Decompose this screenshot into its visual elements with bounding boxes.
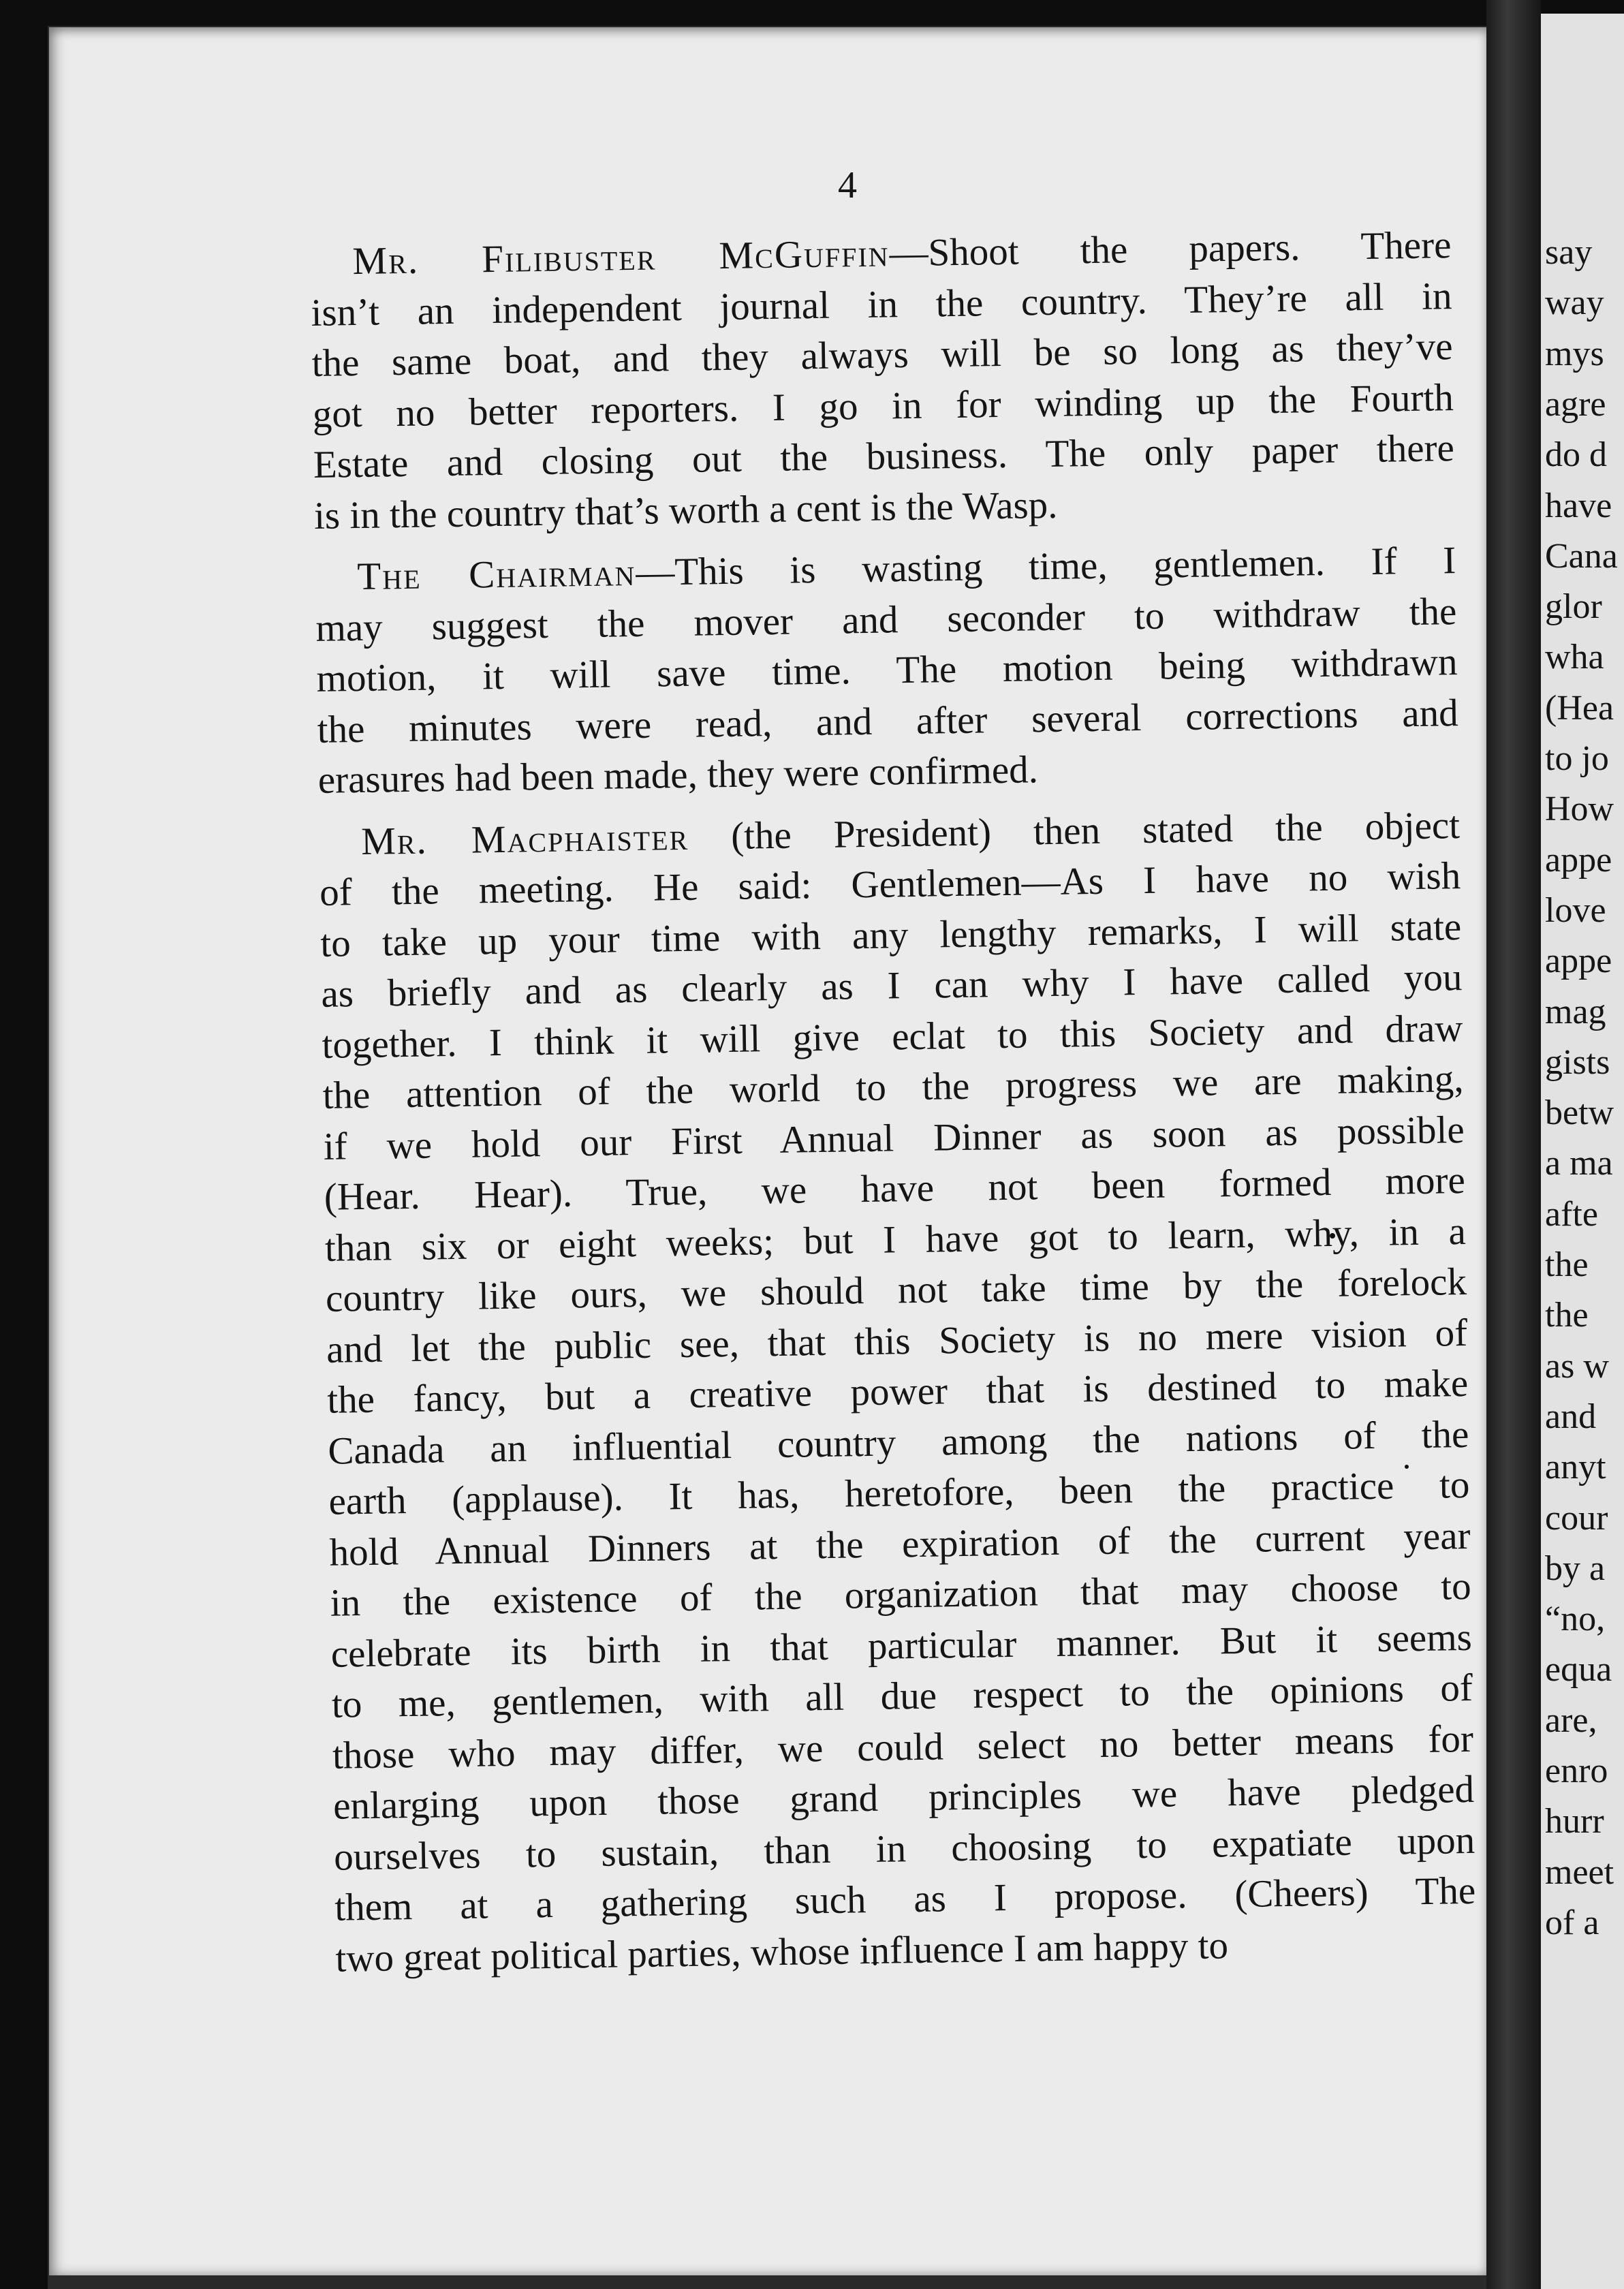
body-text [310, 220, 1477, 1995]
text-line: as briefly and as clearly as I can why I have called you [321, 956, 1463, 1016]
text-line: to me, gentlemen, with all due respect to the opinions of [331, 1666, 1473, 1726]
scan-border-top [0, 0, 1624, 26]
facing-page-line: betw [1545, 1093, 1614, 1133]
facing-page-line: appe [1545, 840, 1612, 879]
text-line: the attention of the world to the progress we are making, [322, 1057, 1464, 1117]
text-line: together. I think it will give eclat to this Society and draw [322, 1006, 1463, 1067]
facing-page-line: “no, [1545, 1600, 1606, 1639]
text-line: enlarging upon those grand principles we have pledged [332, 1767, 1475, 1828]
facing-page-line: mag [1545, 992, 1606, 1031]
facing-page-line: way [1545, 283, 1604, 323]
facing-page-line: appe [1545, 941, 1612, 981]
text-line: the minutes were read, and after several corrections and [317, 691, 1459, 751]
text-line: hold Annual Dinners at the expiration of the current year [329, 1514, 1471, 1574]
text-line: Estate and closing out the business. The only paper there [313, 426, 1455, 486]
text-line: than six or eight weeks; but I have got to learn, why, in a [324, 1209, 1467, 1270]
paragraph-mcguffin [310, 220, 1455, 542]
text-line: is in the country that’s worth a cent is the Wasp. [313, 483, 1058, 538]
facing-page-line: glor [1545, 587, 1602, 627]
text-line: earth (applause). It has, heretofore, been the practice to [328, 1463, 1470, 1523]
text-line: The Chairman—This is wasting time, gentlemen. If I [356, 539, 1456, 599]
text-line: erasures had been made, they were confirmed. [317, 748, 1039, 802]
book-gutter [1486, 0, 1541, 2289]
text-line: country like ours, we should not take time by the forelock [325, 1260, 1467, 1320]
facing-page-line: (Hea [1545, 688, 1614, 728]
text-line: them at a gathering such as I propose. (Cheers) The [334, 1869, 1476, 1929]
facing-page-line: enro [1545, 1751, 1608, 1790]
text-line: Mr. Filibuster McGuffin—Shoot the papers. There [352, 223, 1452, 283]
facing-page-line: and [1545, 1397, 1597, 1436]
text-line: Mr. Macphaister (the President) then stated the object [360, 803, 1461, 863]
facing-page-line: equa [1545, 1650, 1612, 1690]
facing-page-line: have [1545, 486, 1612, 525]
text-line: motion, it will save time. The motion being withdrawn [316, 640, 1458, 700]
facing-page-line: are, [1545, 1700, 1597, 1740]
text-line: and let the public see, that this Society is no mere vision of [326, 1311, 1468, 1371]
facing-page-line: cour [1545, 1498, 1608, 1538]
text-line: to take up your time with any lengthy remarks, I will state [319, 905, 1462, 965]
facing-page-line: to jo [1545, 739, 1609, 778]
text-line: ourselves to sustain, than in choosing to expatiate upon [333, 1818, 1475, 1879]
text-line: celebrate its birth in that particular manner. But it seems [330, 1615, 1473, 1676]
facing-page-line: wha [1545, 638, 1604, 677]
facing-page-line: Cana [1545, 536, 1618, 576]
paragraph-chairman [315, 535, 1459, 806]
facing-page-line: meet [1545, 1852, 1614, 1892]
facing-page-edge [1541, 14, 1624, 2289]
facing-page-line: say [1545, 233, 1593, 272]
facing-page-line: do d [1545, 435, 1607, 475]
speaker-name: Mr. Macphaister [360, 815, 689, 863]
speaker-name: The Chairman [356, 550, 636, 599]
facing-page-line: How [1545, 790, 1614, 829]
text-line: the same boat, and they always will be so long as they’ve [311, 325, 1454, 385]
facing-page-line: the [1545, 1245, 1589, 1284]
facing-page-line: agre [1545, 384, 1606, 424]
text-line: those who may differ, we could select no better means for [332, 1717, 1474, 1777]
facing-page-line: anyt [1545, 1448, 1606, 1487]
paragraph-macphaister [319, 800, 1477, 1984]
facing-page-line: gists [1545, 1042, 1610, 1082]
page-number: 4 [838, 164, 857, 206]
facing-page-line: a ma [1545, 1144, 1613, 1183]
text-line: if we hold our First Annual Dinner as soon as possible [323, 1108, 1465, 1168]
facing-page-line: of a [1545, 1903, 1599, 1942]
text-line: two great political parties, whose influence I am happy to [335, 1923, 1229, 1980]
text-line: got no better reporters. I go in for winding up the Fourth [312, 375, 1454, 436]
text-line: Canada an influential country among the nations of the [327, 1412, 1469, 1473]
speaker-name: Mr. Filibuster McGuffin [352, 232, 890, 283]
facing-page-line: hurr [1545, 1802, 1604, 1841]
facing-page-line: mys [1545, 334, 1604, 373]
facing-page-line: love [1545, 890, 1606, 930]
facing-page-line: afte [1545, 1194, 1598, 1234]
scan-border-left [0, 0, 48, 2289]
text-line: in the existence of the organization that may choose to [330, 1564, 1472, 1625]
facing-page-line: as w [1545, 1346, 1609, 1386]
text-line: (Hear. Hear). True, we have not been formed more [324, 1159, 1466, 1219]
text-line: of the meeting. He said: Gentlemen—As I have no wish [319, 854, 1461, 914]
text-line: isn’t an independent journal in the country. They’re all in [311, 274, 1452, 334]
text-line: may suggest the mover and seconder to withdraw the [315, 589, 1457, 650]
facing-page-line: the [1545, 1296, 1589, 1335]
facing-page-line: by a [1545, 1548, 1606, 1588]
text-line: the fancy, but a creative power that is destined to make [326, 1361, 1469, 1422]
